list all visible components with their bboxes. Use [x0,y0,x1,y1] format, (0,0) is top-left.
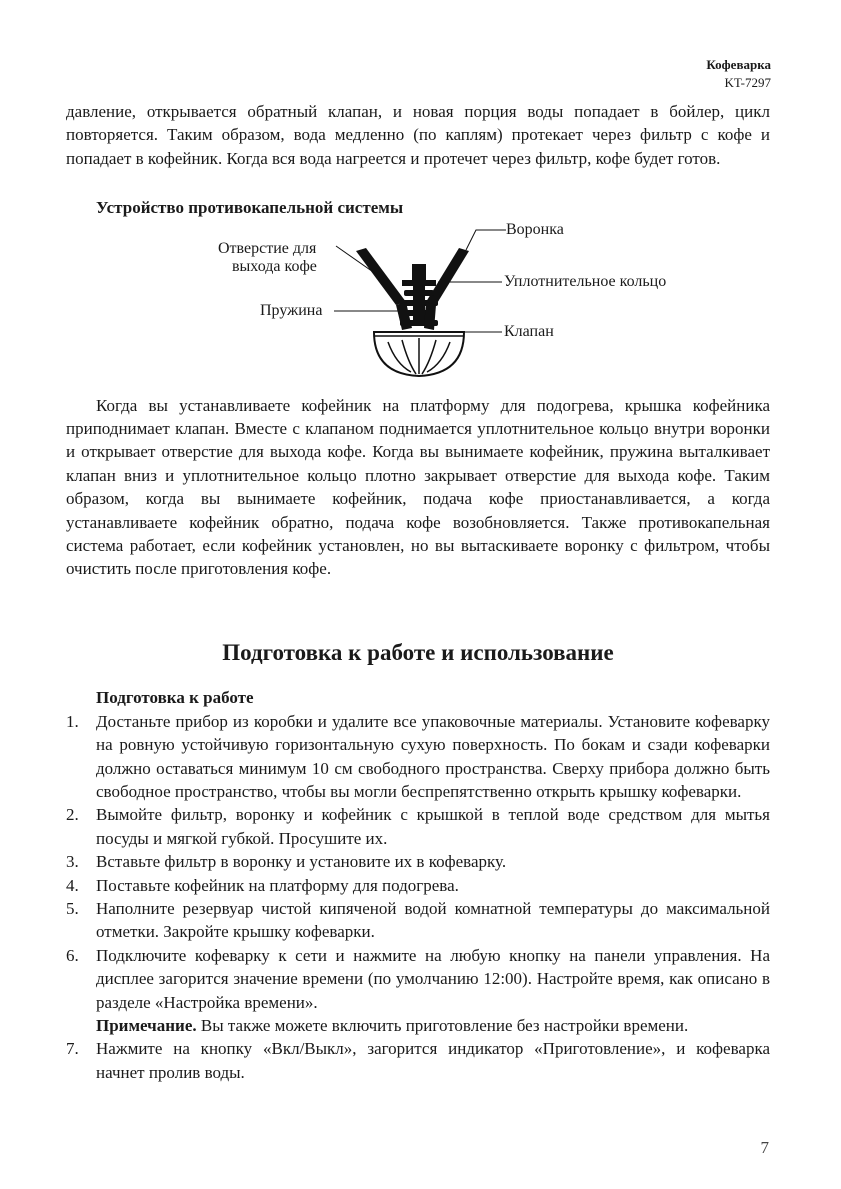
step-number: 2. [66,805,79,825]
label-coffee-outlet-line2: выхода кофе [232,257,317,275]
step-text: Достаньте прибор из коробки и удалите все упаковочные материалы. Установите кофеварку на ровную устойчивую горизонтальную сухую поверхность. По бокам и сзади кофеварки должно оставаться минимум 10 см свободного пространства. Сверху прибора должно быть свободное пространство, чтобы вы могли беспрепятственно открыть крышку кофеварки. [96,711,770,801]
note [66,1014,770,1037]
label-valve: Клапан [504,322,554,340]
list-item [66,874,770,897]
preparation-steps [66,710,770,1014]
step-number: 4. [66,875,79,895]
step-text: Вставьте фильтр в воронку и установите их в кофеварку. [96,852,507,872]
step-number: 7. [66,1039,79,1059]
list-item [66,710,770,804]
preparation-steps-continued [66,1037,770,1084]
label-coffee-outlet-line1: Отверстие для [218,239,317,257]
step-text: Подключите кофеварку к сети и нажмите на любую кнопку на панели управления. На дисплее загорится значение времени (по умолчанию 12:00). Настройте время, как описано в разделе «Настройка времени». [96,945,770,1012]
step-number: 3. [66,852,79,872]
drip-system-heading: Устройство противокапельной системы [96,198,404,218]
usage-section-title: Подготовка к работе и использование [222,639,614,665]
header-model: KT-7297 [724,75,771,90]
preparation-subheading: Подготовка к работе [96,688,254,708]
step-text: Наполните резервуар чистой кипяченой водой комнатной температуры до максимальной отметки. Закройте крышку кофеварки. [96,898,770,942]
step-text: Вымойте фильтр, воронку и кофейник с крышкой в теплой воде средством для мытья посуды и мягкой губкой. Просушите их. [96,805,770,848]
drip-system-diagram [66,220,770,384]
page-number: 7 [760,1138,769,1157]
page-content [66,100,770,1084]
drip-valve-illustration [66,224,770,384]
list-item [66,803,770,850]
list-item [66,944,770,1014]
drip-system-paragraph: Когда вы устанавливаете кофейник на платформу для подогрева, крышка кофейника приподнимает клапан. Вместе с клапаном поднимается уплотнительное кольцо внутри воронки и открывает отверстие для выхода кофе. Когда вы вынимаете кофейник, пружина выталкивает клапан вниз и уплотнительное кольцо плотно закрывает отверстие для выхода кофе. Таким образом, когда вы вынимаете кофейник, подача кофе приостанавливается, а когда устанавливаете кофейник обратно, подача кофе возобновляется. Также противокапельная система работает, если кофейник установлен, но вы вытаскиваете воронку с фильтром, чтобы очистить после приготовления кофе. [66,395,770,579]
list-item [66,1037,770,1084]
note-text: Вы также можете включить приготовление без настройки времени. [196,1015,689,1035]
label-funnel: Воронка [506,220,564,238]
list-item [66,850,770,873]
step-text: Нажмите на кнопку «Вкл/Выкл», загорится индикатор «Приготовление», и кофеварка начнет пролив воды. [96,1039,770,1082]
list-item [66,897,770,944]
note-label: Примечание. [96,1015,197,1035]
label-seal-ring: Уплотнительное кольцо [504,272,667,290]
step-number: 1. [66,711,79,731]
page-header [706,56,771,92]
intro-paragraph: давление, открывается обратный клапан, и новая порция воды попадает в бойлер, цикл повторяется. Таким образом, вода медленно (по каплям) протекает через фильтр с кофе и попадает в кофейник. Когда вся вода нагреется и протечет через фильтр, кофе будет готов. [66,102,770,168]
step-number: 6. [66,945,79,965]
header-product: Кофеварка [706,57,771,72]
step-text: Поставьте кофейник на платформу для подогрева. [96,875,459,895]
label-spring: Пружина [260,301,323,319]
step-number: 5. [66,898,79,918]
